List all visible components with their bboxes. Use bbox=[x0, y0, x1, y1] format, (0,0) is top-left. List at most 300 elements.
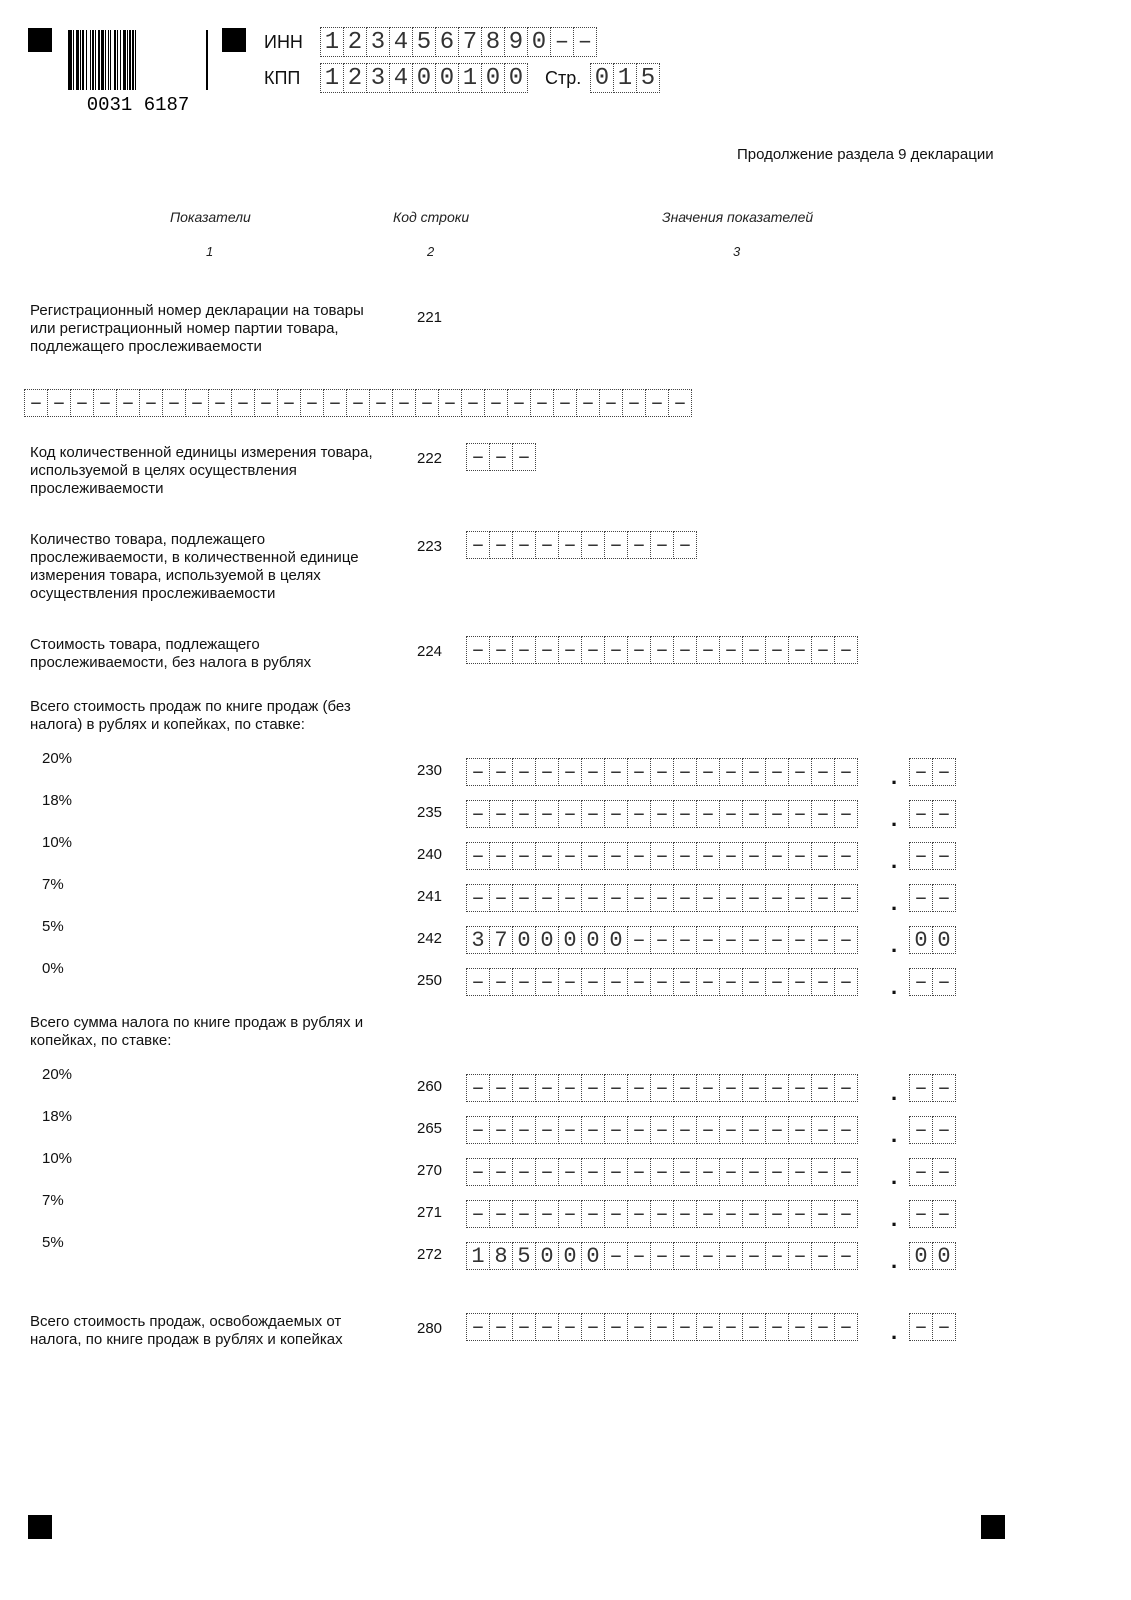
cell: – bbox=[834, 842, 858, 870]
cell: – bbox=[627, 1313, 651, 1341]
cell: 0 bbox=[604, 926, 628, 954]
cell: 8 bbox=[489, 1242, 513, 1270]
cell: – bbox=[765, 800, 789, 828]
cell: 0 bbox=[932, 1242, 956, 1270]
cell: – bbox=[673, 1116, 697, 1144]
decimal-point: . bbox=[891, 1164, 898, 1189]
cell: – bbox=[650, 1074, 674, 1102]
cell: 0 bbox=[412, 63, 436, 93]
cell: 0 bbox=[435, 63, 459, 93]
cell: 0 bbox=[558, 1242, 582, 1270]
cell: – bbox=[696, 800, 720, 828]
cell: – bbox=[489, 1074, 513, 1102]
cell: – bbox=[535, 758, 559, 786]
cell: 0 bbox=[909, 926, 933, 954]
cell: – bbox=[650, 758, 674, 786]
cell: – bbox=[466, 443, 490, 471]
cell: – bbox=[581, 1313, 605, 1341]
row-241-code: 241 bbox=[417, 888, 443, 905]
cell: – bbox=[535, 636, 559, 664]
cell: – bbox=[300, 389, 324, 417]
cell: – bbox=[507, 389, 531, 417]
cell: 4 bbox=[389, 27, 413, 57]
inn-label: ИНН bbox=[264, 32, 303, 52]
row-280-kopecks-input[interactable] bbox=[909, 1313, 955, 1341]
cell: – bbox=[627, 800, 651, 828]
cell: 0 bbox=[581, 926, 605, 954]
decimal-point: . bbox=[891, 932, 898, 957]
cell: – bbox=[604, 531, 628, 559]
decimal-point: . bbox=[891, 764, 898, 789]
row-230-rate: 20% bbox=[42, 750, 73, 767]
cell: – bbox=[811, 636, 835, 664]
cell: – bbox=[650, 842, 674, 870]
page-label: Стр. bbox=[545, 68, 582, 88]
cell: – bbox=[489, 1313, 513, 1341]
cell: – bbox=[696, 1200, 720, 1228]
cell: – bbox=[673, 842, 697, 870]
cell: – bbox=[932, 1200, 956, 1228]
cell: – bbox=[788, 842, 812, 870]
cell: – bbox=[604, 758, 628, 786]
cell: – bbox=[765, 842, 789, 870]
cell: – bbox=[788, 884, 812, 912]
row-235-rubles-input[interactable] bbox=[466, 800, 857, 828]
cell: – bbox=[834, 1158, 858, 1186]
cell: – bbox=[909, 800, 933, 828]
cell: – bbox=[811, 1074, 835, 1102]
cell: – bbox=[742, 1242, 766, 1270]
cell: – bbox=[673, 1200, 697, 1228]
cell: – bbox=[673, 800, 697, 828]
cell: 0 bbox=[512, 926, 536, 954]
cell: – bbox=[489, 531, 513, 559]
cell: – bbox=[742, 758, 766, 786]
cell: 7 bbox=[458, 27, 482, 57]
row-270-rate: 10% bbox=[42, 1150, 73, 1167]
cell: – bbox=[834, 1242, 858, 1270]
row-241-kopecks-input[interactable] bbox=[909, 884, 955, 912]
cell: – bbox=[622, 389, 646, 417]
cell: – bbox=[346, 389, 370, 417]
row-250-kopecks-input[interactable] bbox=[909, 968, 955, 996]
cell: – bbox=[139, 389, 163, 417]
cell: – bbox=[24, 389, 48, 417]
cell: – bbox=[558, 1116, 582, 1144]
row-260-rubles-input[interactable] bbox=[466, 1074, 857, 1102]
cell: – bbox=[765, 1116, 789, 1144]
row-271-code: 271 bbox=[417, 1204, 443, 1221]
cell: 0 bbox=[527, 27, 551, 57]
decimal-point: . bbox=[891, 1206, 898, 1231]
cell: – bbox=[604, 800, 628, 828]
row-270-rubles-input[interactable] bbox=[466, 1158, 857, 1186]
row-224-label: Стоимость товара, подлежащего прослеживаемости, без налога в рублях bbox=[30, 636, 312, 671]
row-221-input[interactable] bbox=[24, 389, 691, 417]
cell: – bbox=[742, 1116, 766, 1144]
cell: – bbox=[466, 1313, 490, 1341]
cell: 9 bbox=[504, 27, 528, 57]
cell: – bbox=[535, 1116, 559, 1144]
row-250-code: 250 bbox=[417, 972, 443, 989]
kpp-label: КПП bbox=[264, 68, 301, 88]
cell: – bbox=[484, 389, 508, 417]
cell: – bbox=[811, 1116, 835, 1144]
row-240-rubles-input[interactable] bbox=[466, 842, 857, 870]
cell: – bbox=[558, 1074, 582, 1102]
row-280-label: Всего стоимость продаж, освобождаемых от налога, по книге продаж в рублях и копейках bbox=[30, 1313, 343, 1348]
cell: 0 bbox=[504, 63, 528, 93]
row-221-code: 221 bbox=[417, 309, 443, 326]
cell: – bbox=[719, 1313, 743, 1341]
cell: – bbox=[604, 968, 628, 996]
row-265-rubles-input[interactable] bbox=[466, 1116, 857, 1144]
cell: – bbox=[93, 389, 117, 417]
cell: – bbox=[604, 1074, 628, 1102]
cell: – bbox=[909, 1074, 933, 1102]
row-230-code: 230 bbox=[417, 762, 443, 779]
cell: – bbox=[604, 1313, 628, 1341]
cell: 0 bbox=[909, 1242, 933, 1270]
cell: – bbox=[650, 884, 674, 912]
cell: – bbox=[466, 758, 490, 786]
cell: – bbox=[788, 800, 812, 828]
cell: – bbox=[535, 1313, 559, 1341]
cell: – bbox=[834, 968, 858, 996]
cell: – bbox=[512, 531, 536, 559]
cell: 1 bbox=[613, 63, 637, 93]
column-header-line-code: Код строки bbox=[393, 209, 470, 225]
cell: – bbox=[323, 389, 347, 417]
row-270-kopecks-input[interactable] bbox=[909, 1158, 955, 1186]
cell: – bbox=[673, 531, 697, 559]
sales-group-label: Всего стоимость продаж по книге продаж (без налога) в рублях и копейках, по ставке: bbox=[30, 698, 351, 733]
cell: – bbox=[696, 968, 720, 996]
cell: – bbox=[535, 1158, 559, 1186]
cell: – bbox=[162, 389, 186, 417]
cell: – bbox=[650, 636, 674, 664]
cell: – bbox=[581, 968, 605, 996]
cell: – bbox=[512, 1158, 536, 1186]
cell: – bbox=[742, 800, 766, 828]
column-number-1: 1 bbox=[206, 244, 214, 259]
cell: 0 bbox=[932, 926, 956, 954]
cell: – bbox=[719, 1158, 743, 1186]
cell: – bbox=[627, 884, 651, 912]
cell: – bbox=[392, 389, 416, 417]
row-222-label: Код количественной единицы измерения товара, используемой в целях осуществления прослеживаемости bbox=[30, 444, 373, 497]
row-280-rubles-input[interactable] bbox=[466, 1313, 857, 1341]
cell: 0 bbox=[535, 1242, 559, 1270]
cell: – bbox=[512, 968, 536, 996]
cell: – bbox=[47, 389, 71, 417]
decimal-point: . bbox=[891, 890, 898, 915]
cell: – bbox=[604, 1116, 628, 1144]
cell: – bbox=[650, 1313, 674, 1341]
cell: – bbox=[627, 968, 651, 996]
row-265-rate: 18% bbox=[42, 1108, 73, 1125]
decimal-point: . bbox=[891, 806, 898, 831]
cell: – bbox=[673, 926, 697, 954]
tax-group-label: Всего сумма налога по книге продаж в рублях и копейках, по ставке: bbox=[30, 1014, 364, 1049]
cell: – bbox=[765, 968, 789, 996]
corner-marker-top-left bbox=[28, 28, 52, 52]
cell: 2 bbox=[343, 63, 367, 93]
cell: 5 bbox=[512, 1242, 536, 1270]
cell: – bbox=[581, 1116, 605, 1144]
cell: – bbox=[719, 1074, 743, 1102]
row-230-rubles-input[interactable] bbox=[466, 758, 857, 786]
cell: – bbox=[932, 884, 956, 912]
cell: – bbox=[627, 1116, 651, 1144]
cell: – bbox=[909, 1158, 933, 1186]
row-280-code: 280 bbox=[417, 1320, 443, 1337]
cell: 0 bbox=[535, 926, 559, 954]
row-240-rate: 10% bbox=[42, 834, 73, 851]
cell: 6 bbox=[435, 27, 459, 57]
cell: 4 bbox=[389, 63, 413, 93]
cell: 0 bbox=[481, 63, 505, 93]
cell: – bbox=[535, 1074, 559, 1102]
cell: – bbox=[558, 1200, 582, 1228]
row-223-input[interactable] bbox=[466, 531, 696, 559]
cell: – bbox=[650, 800, 674, 828]
cell: – bbox=[811, 800, 835, 828]
cell: – bbox=[788, 1116, 812, 1144]
cell: – bbox=[742, 884, 766, 912]
cell: – bbox=[742, 636, 766, 664]
row-242-rate: 5% bbox=[42, 918, 64, 935]
cell: – bbox=[558, 758, 582, 786]
row-250-rubles-input[interactable] bbox=[466, 968, 857, 996]
cell: – bbox=[932, 800, 956, 828]
cell: – bbox=[932, 758, 956, 786]
cell: – bbox=[932, 1074, 956, 1102]
cell: – bbox=[512, 884, 536, 912]
cell: – bbox=[512, 842, 536, 870]
row-265-code: 265 bbox=[417, 1120, 443, 1137]
cell: – bbox=[696, 1074, 720, 1102]
row-230-kopecks-input[interactable] bbox=[909, 758, 955, 786]
cell: – bbox=[466, 800, 490, 828]
inn-cells bbox=[320, 27, 596, 57]
cell: – bbox=[788, 968, 812, 996]
cell: – bbox=[788, 1074, 812, 1102]
cell: – bbox=[742, 1200, 766, 1228]
cell: – bbox=[788, 1158, 812, 1186]
cell: – bbox=[932, 1116, 956, 1144]
cell: – bbox=[909, 968, 933, 996]
row-224-input[interactable] bbox=[466, 636, 857, 664]
decimal-point: . bbox=[891, 1122, 898, 1147]
cell: – bbox=[742, 1313, 766, 1341]
row-260-code: 260 bbox=[417, 1078, 443, 1095]
cell: – bbox=[909, 1200, 933, 1228]
section-title: Продолжение раздела 9 декларации bbox=[737, 146, 994, 163]
cell: – bbox=[627, 1158, 651, 1186]
cell: – bbox=[277, 389, 301, 417]
cell: – bbox=[627, 531, 651, 559]
cell: – bbox=[530, 389, 554, 417]
row-272-rate: 5% bbox=[42, 1234, 64, 1251]
cell: – bbox=[673, 1158, 697, 1186]
cell: – bbox=[489, 636, 513, 664]
cell: – bbox=[650, 1242, 674, 1270]
row-240-kopecks-input[interactable] bbox=[909, 842, 955, 870]
cell: – bbox=[604, 636, 628, 664]
cell: – bbox=[489, 1200, 513, 1228]
cell: – bbox=[604, 1158, 628, 1186]
kpp-cells bbox=[320, 63, 527, 93]
row-223-code: 223 bbox=[417, 538, 443, 555]
decimal-point: . bbox=[891, 1080, 898, 1105]
cell: – bbox=[512, 1313, 536, 1341]
row-242-kopecks-input[interactable] bbox=[909, 926, 955, 954]
row-242-rubles-input[interactable] bbox=[466, 926, 857, 954]
cell: – bbox=[489, 842, 513, 870]
cell: – bbox=[673, 636, 697, 664]
cell: 8 bbox=[481, 27, 505, 57]
cell: – bbox=[558, 800, 582, 828]
cell: – bbox=[788, 636, 812, 664]
cell: – bbox=[673, 758, 697, 786]
column-header-values: Значения показателей bbox=[662, 209, 814, 225]
cell: – bbox=[208, 389, 232, 417]
cell: – bbox=[909, 1313, 933, 1341]
cell: – bbox=[765, 1200, 789, 1228]
row-265-kopecks-input[interactable] bbox=[909, 1116, 955, 1144]
row-271-rate: 7% bbox=[42, 1192, 64, 1209]
cell: – bbox=[512, 443, 536, 471]
cell: – bbox=[650, 531, 674, 559]
cell: – bbox=[696, 1242, 720, 1270]
row-250-rate: 0% bbox=[42, 960, 64, 977]
cell: – bbox=[576, 389, 600, 417]
cell: – bbox=[719, 926, 743, 954]
cell: – bbox=[932, 842, 956, 870]
cell: – bbox=[719, 800, 743, 828]
row-272-rubles-input[interactable] bbox=[466, 1242, 857, 1270]
cell: – bbox=[489, 758, 513, 786]
cell: – bbox=[535, 842, 559, 870]
cell: – bbox=[415, 389, 439, 417]
cell: – bbox=[742, 1074, 766, 1102]
cell: – bbox=[719, 968, 743, 996]
cell: – bbox=[719, 842, 743, 870]
cell: 1 bbox=[320, 63, 344, 93]
cell: – bbox=[719, 884, 743, 912]
row-271-rubles-input[interactable] bbox=[466, 1200, 857, 1228]
cell: – bbox=[811, 842, 835, 870]
cell: – bbox=[489, 884, 513, 912]
cell: – bbox=[581, 758, 605, 786]
row-241-rubles-input[interactable] bbox=[466, 884, 857, 912]
row-223-label: Количество товара, подлежащего прослеживаемости, в количественной единице измерения товара, используемой в целях осуществления прослеживаемости bbox=[30, 531, 359, 602]
cell: – bbox=[834, 1313, 858, 1341]
row-241-rate: 7% bbox=[42, 876, 64, 893]
cell: – bbox=[788, 1242, 812, 1270]
cell: – bbox=[673, 1074, 697, 1102]
cell: – bbox=[70, 389, 94, 417]
cell: – bbox=[558, 1158, 582, 1186]
cell: – bbox=[765, 1074, 789, 1102]
cell: 2 bbox=[343, 27, 367, 57]
decimal-point: . bbox=[891, 974, 898, 999]
cell: – bbox=[466, 842, 490, 870]
cell: – bbox=[650, 1200, 674, 1228]
row-240-code: 240 bbox=[417, 846, 443, 863]
column-header-indicators: Показатели bbox=[170, 209, 251, 225]
cell: – bbox=[932, 1158, 956, 1186]
cell: – bbox=[466, 1074, 490, 1102]
cell: – bbox=[650, 1116, 674, 1144]
cell: – bbox=[466, 1200, 490, 1228]
row-222-input[interactable] bbox=[466, 443, 535, 471]
cell: – bbox=[558, 968, 582, 996]
cell: – bbox=[581, 1158, 605, 1186]
cell: – bbox=[512, 758, 536, 786]
cell: – bbox=[489, 968, 513, 996]
cell: 0 bbox=[581, 1242, 605, 1270]
cell: – bbox=[604, 1242, 628, 1270]
cell: 1 bbox=[458, 63, 482, 93]
row-272-kopecks-input[interactable] bbox=[909, 1242, 955, 1270]
cell: – bbox=[696, 1116, 720, 1144]
row-272-code: 272 bbox=[417, 1246, 443, 1263]
cell: – bbox=[581, 531, 605, 559]
cell: – bbox=[466, 968, 490, 996]
cell: – bbox=[535, 800, 559, 828]
cell: – bbox=[604, 842, 628, 870]
row-235-kopecks-input[interactable] bbox=[909, 800, 955, 828]
cell: – bbox=[696, 842, 720, 870]
cell: – bbox=[673, 1242, 697, 1270]
cell: 3 bbox=[466, 926, 490, 954]
cell: 5 bbox=[636, 63, 660, 93]
cell: – bbox=[834, 884, 858, 912]
cell: – bbox=[604, 884, 628, 912]
row-242-code: 242 bbox=[417, 930, 443, 947]
page-cells bbox=[590, 63, 659, 93]
column-number-2: 2 bbox=[427, 244, 435, 259]
cell: 5 bbox=[412, 27, 436, 57]
cell: – bbox=[811, 1158, 835, 1186]
cell: – bbox=[512, 1074, 536, 1102]
cell: – bbox=[604, 1200, 628, 1228]
cell: – bbox=[811, 968, 835, 996]
cell: – bbox=[512, 1200, 536, 1228]
cell: – bbox=[466, 1158, 490, 1186]
row-260-kopecks-input[interactable] bbox=[909, 1074, 955, 1102]
cell: – bbox=[788, 758, 812, 786]
cell: – bbox=[932, 968, 956, 996]
cell: – bbox=[489, 1116, 513, 1144]
cell: – bbox=[489, 800, 513, 828]
cell: – bbox=[581, 884, 605, 912]
cell: – bbox=[668, 389, 692, 417]
row-271-kopecks-input[interactable] bbox=[909, 1200, 955, 1228]
cell: – bbox=[811, 1242, 835, 1270]
cell: – bbox=[581, 800, 605, 828]
cell: 0 bbox=[590, 63, 614, 93]
cell: – bbox=[673, 1313, 697, 1341]
cell: – bbox=[788, 926, 812, 954]
row-235-code: 235 bbox=[417, 804, 443, 821]
cell: – bbox=[581, 636, 605, 664]
cell: – bbox=[627, 1074, 651, 1102]
cell: – bbox=[788, 1200, 812, 1228]
cell: – bbox=[765, 884, 789, 912]
